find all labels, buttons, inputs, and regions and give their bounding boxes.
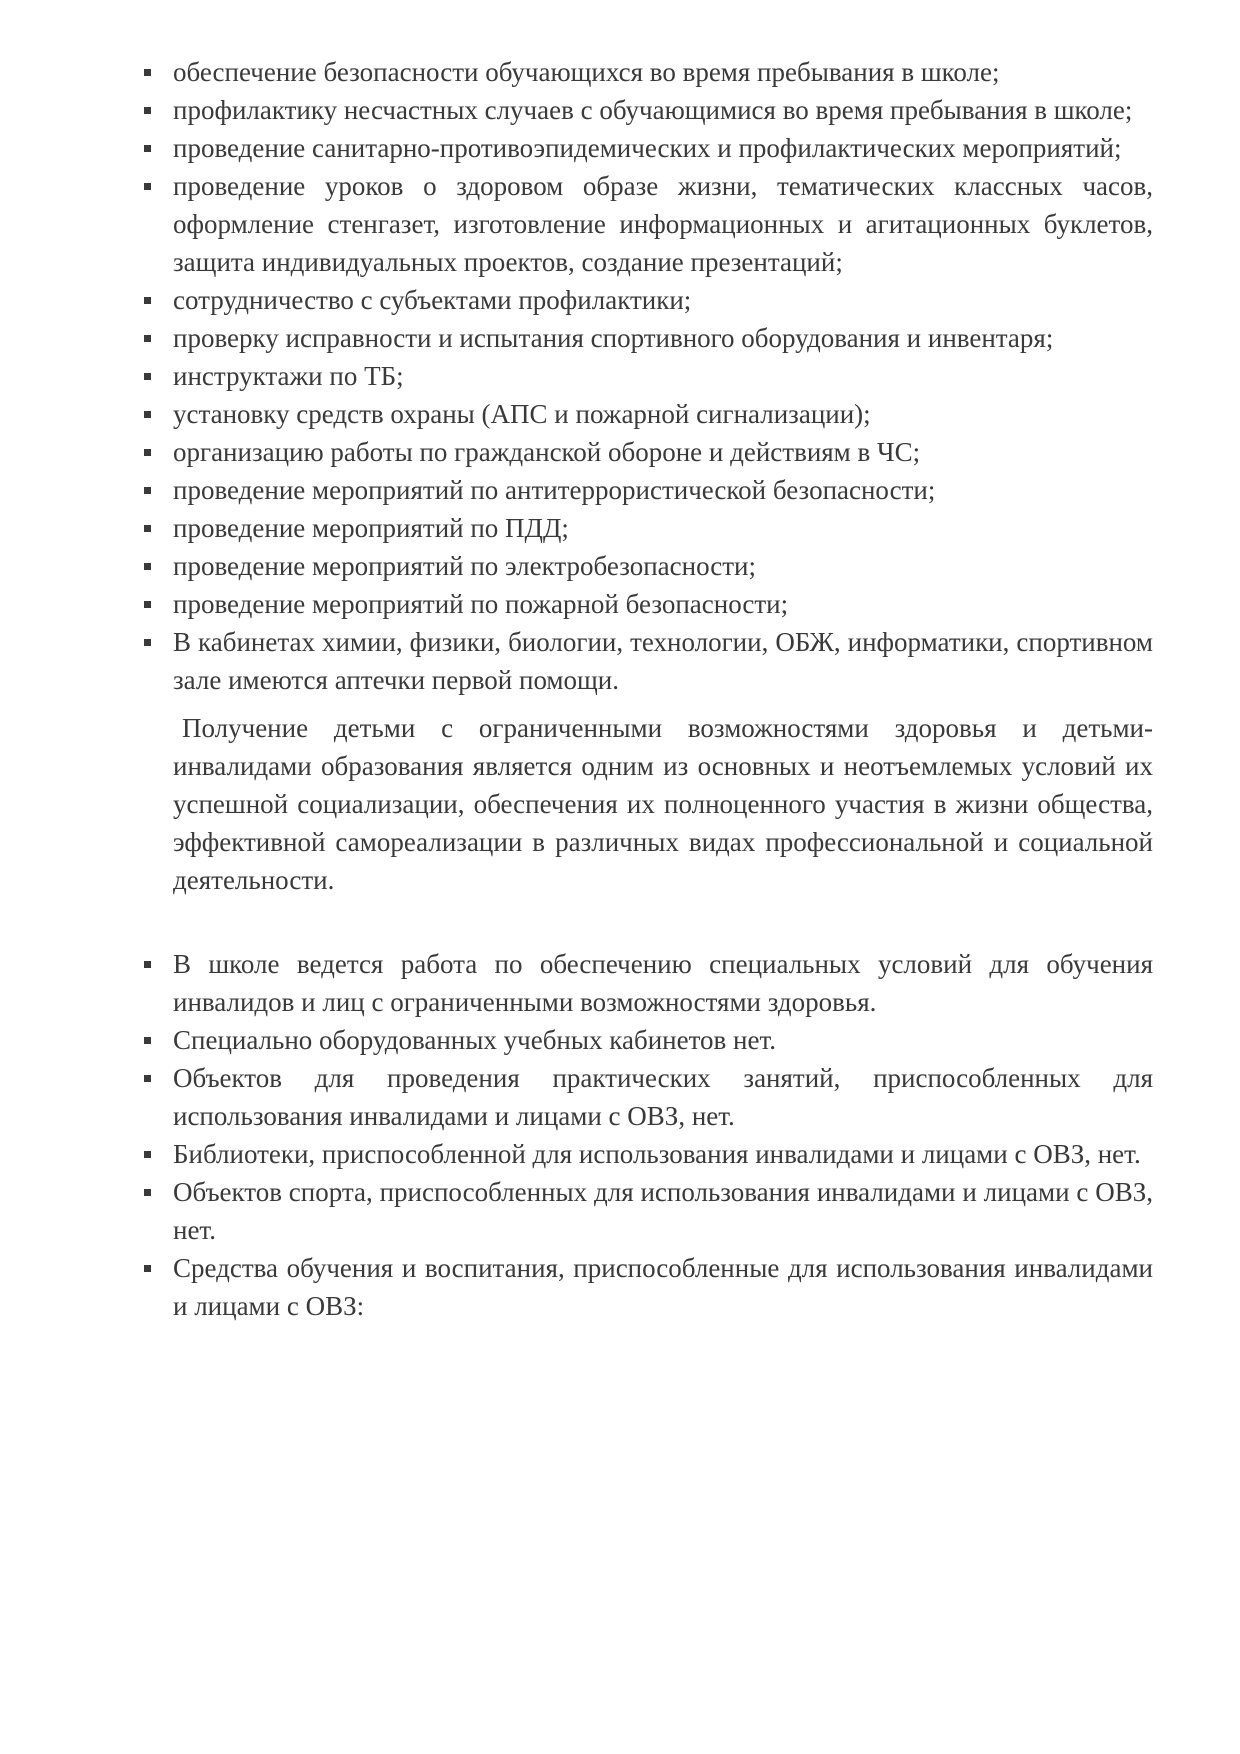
bullet-square-icon xyxy=(144,335,151,342)
list-item-text: Средства обучения и воспитания, приспособленные для использования инвалидами и лицами с ОВЗ: xyxy=(173,1253,1153,1321)
bullet-square-icon xyxy=(144,487,151,494)
list-item xyxy=(143,585,1153,623)
list-item xyxy=(143,1059,1153,1135)
bullet-square-icon xyxy=(144,107,151,114)
list-item-text: инструктажи по ТБ; xyxy=(173,361,404,391)
bullet-square-icon xyxy=(144,1151,151,1158)
bullet-square-icon xyxy=(144,1037,151,1044)
list-item xyxy=(143,1173,1153,1249)
list-item xyxy=(143,129,1153,167)
list-item-text: Объектов спорта, приспособленных для использования инвалидами и лицами с ОВЗ, нет. xyxy=(173,1177,1153,1245)
list-item-text: проведение мероприятий по электробезопасности; xyxy=(173,551,756,581)
bullet-square-icon xyxy=(144,961,151,968)
bullet-square-icon xyxy=(144,601,151,608)
list-item xyxy=(143,167,1153,281)
list-item-text: Библиотеки, приспособленной для использования инвалидами и лицами с ОВЗ, нет. xyxy=(173,1139,1141,1169)
list-item-text: проведение санитарно-противоэпидемических и профилактических мероприятий; xyxy=(173,133,1122,163)
bullet-square-icon xyxy=(144,1075,151,1082)
list-item xyxy=(143,319,1153,357)
paragraph-ovz-intro: Получение детьми с ограниченными возможностями здоровья и детьми-инвалидами образования является одним из основных и неотъемлемых условий их успешной социализации, обеспечения их полноценного участия в жизни общества, эффективной самореализации в различных видах профессиональной и социальной деятельности. xyxy=(173,713,1153,895)
bullet-square-icon xyxy=(144,639,151,646)
list-item xyxy=(143,945,1153,1021)
bullet-square-icon xyxy=(144,373,151,380)
list-item-text: проведение уроков о здоровом образе жизни, тематических классных часов, оформление стенгазет, изготовление информационных и агитационных буклетов, защита индивидуальных проектов, создание презентаций; xyxy=(173,171,1153,277)
list-item xyxy=(143,1135,1153,1173)
list-item-text: сотрудничество с субъектами профилактики; xyxy=(173,285,692,315)
list-item xyxy=(143,471,1153,509)
list-item-text: установку средств охраны (АПС и пожарной сигнализации); xyxy=(173,399,871,429)
bullet-square-icon xyxy=(144,411,151,418)
list-item xyxy=(143,547,1153,585)
bullet-square-icon xyxy=(144,297,151,304)
list-item-text: Специально оборудованных учебных кабинетов нет. xyxy=(173,1025,776,1055)
list-item-text: проведение мероприятий по пожарной безопасности; xyxy=(173,589,789,619)
bullet-square-icon xyxy=(144,563,151,570)
list-item xyxy=(143,509,1153,547)
accessibility-conditions-list xyxy=(143,945,1153,1325)
bullet-square-icon xyxy=(144,1265,151,1272)
list-item-text: профилактику несчастных случаев с обучающимися во время пребывания в школе; xyxy=(173,95,1133,125)
bullet-square-icon xyxy=(144,525,151,532)
bullet-square-icon xyxy=(144,145,151,152)
list-item xyxy=(143,53,1153,91)
list-item-text: обеспечение безопасности обучающихся во время пребывания в школе; xyxy=(173,57,1000,87)
list-item-text: проверку исправности и испытания спортивного оборудования и инвентаря; xyxy=(173,323,1054,353)
list-item-text: В школе ведется работа по обеспечению специальных условий для обучения инвалидов и лиц с ограниченными возможностями здоровья. xyxy=(173,949,1153,1017)
list-item-text: Объектов для проведения практических занятий, приспособленных для использования инвалидами и лицами с ОВЗ, нет. xyxy=(173,1063,1153,1131)
list-item xyxy=(143,395,1153,433)
list-item xyxy=(143,91,1153,129)
list-item xyxy=(143,1249,1153,1325)
bullet-square-icon xyxy=(144,183,151,190)
list-item-text: В кабинетах химии, физики, биологии, технологии, ОБЖ, информатики, спортивном зале имеются аптечки первой помощи. xyxy=(173,627,1153,695)
list-item xyxy=(143,1021,1153,1059)
list-item xyxy=(143,281,1153,319)
document-content xyxy=(143,53,1153,1325)
list-item-text: организацию работы по гражданской обороне и действиям в ЧС; xyxy=(173,437,921,467)
bullet-square-icon xyxy=(144,449,151,456)
list-item xyxy=(143,433,1153,471)
list-item xyxy=(143,357,1153,395)
list-item xyxy=(143,623,1153,699)
safety-measures-list xyxy=(143,53,1153,699)
list-item-text: проведение мероприятий по ПДД; xyxy=(173,513,569,543)
bullet-square-icon xyxy=(144,1189,151,1196)
bullet-square-icon xyxy=(144,69,151,76)
list-item-text: проведение мероприятий по антитеррористической безопасности; xyxy=(173,475,936,505)
